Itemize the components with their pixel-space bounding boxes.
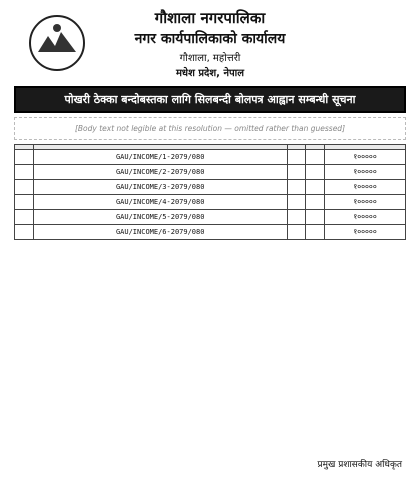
cell-name [287, 180, 306, 195]
tender-table [14, 144, 406, 240]
office-name: नगर कार्यपालिकाको कार्यालय [134, 31, 286, 47]
government-emblem-icon [28, 14, 86, 72]
cell-amount [306, 180, 325, 195]
cell-sn [15, 210, 34, 225]
table-row [15, 180, 406, 195]
municipality-name: गौशाला नगरपालिका [154, 9, 266, 27]
table-row [15, 225, 406, 240]
cell-id: GAU/INCOME/5-2079/080 [33, 210, 287, 225]
cell-deposit: १००००० [325, 195, 406, 210]
cell-amount [306, 150, 325, 165]
cell-deposit: १००००० [325, 225, 406, 240]
cell-sn [15, 180, 34, 195]
cell-deposit: १००००० [325, 165, 406, 180]
cell-sn [15, 165, 34, 180]
cell-amount [306, 225, 325, 240]
cell-amount [306, 165, 325, 180]
cell-name [287, 210, 306, 225]
table-row [15, 150, 406, 165]
office-location: गौशाला, महोत्तरी [179, 53, 241, 64]
table-row [15, 195, 406, 210]
cell-id: GAU/INCOME/3-2079/080 [33, 180, 287, 195]
cell-sn [15, 225, 34, 240]
cell-amount [306, 195, 325, 210]
notice-body: [Body text not legible at this resolution — omitted rather than guessed] [14, 117, 406, 140]
cell-deposit: १००००० [325, 180, 406, 195]
notice-title: पोखरी ठेक्का बन्दोबस्तका लागि सिलबन्दी बोलपत्र आह्वान सम्बन्धी सूचना [14, 86, 406, 113]
province: मधेश प्रदेश, नेपाल [175, 68, 245, 79]
cell-name [287, 150, 306, 165]
cell-name [287, 195, 306, 210]
cell-amount [306, 210, 325, 225]
signature: प्रमुख प्रशासकीय अधिकृत [317, 460, 402, 470]
cell-name [287, 225, 306, 240]
table-row [15, 165, 406, 180]
cell-id: GAU/INCOME/1-2079/080 [33, 150, 287, 165]
cell-deposit: १००००० [325, 150, 406, 165]
cell-id: GAU/INCOME/2-2079/080 [33, 165, 287, 180]
cell-id: GAU/INCOME/4-2079/080 [33, 195, 287, 210]
cell-name [287, 165, 306, 180]
cell-sn [15, 150, 34, 165]
cell-sn [15, 195, 34, 210]
cell-id: GAU/INCOME/6-2079/080 [33, 225, 287, 240]
cell-deposit: १००००० [325, 210, 406, 225]
table-row [15, 210, 406, 225]
letterhead [14, 8, 406, 82]
